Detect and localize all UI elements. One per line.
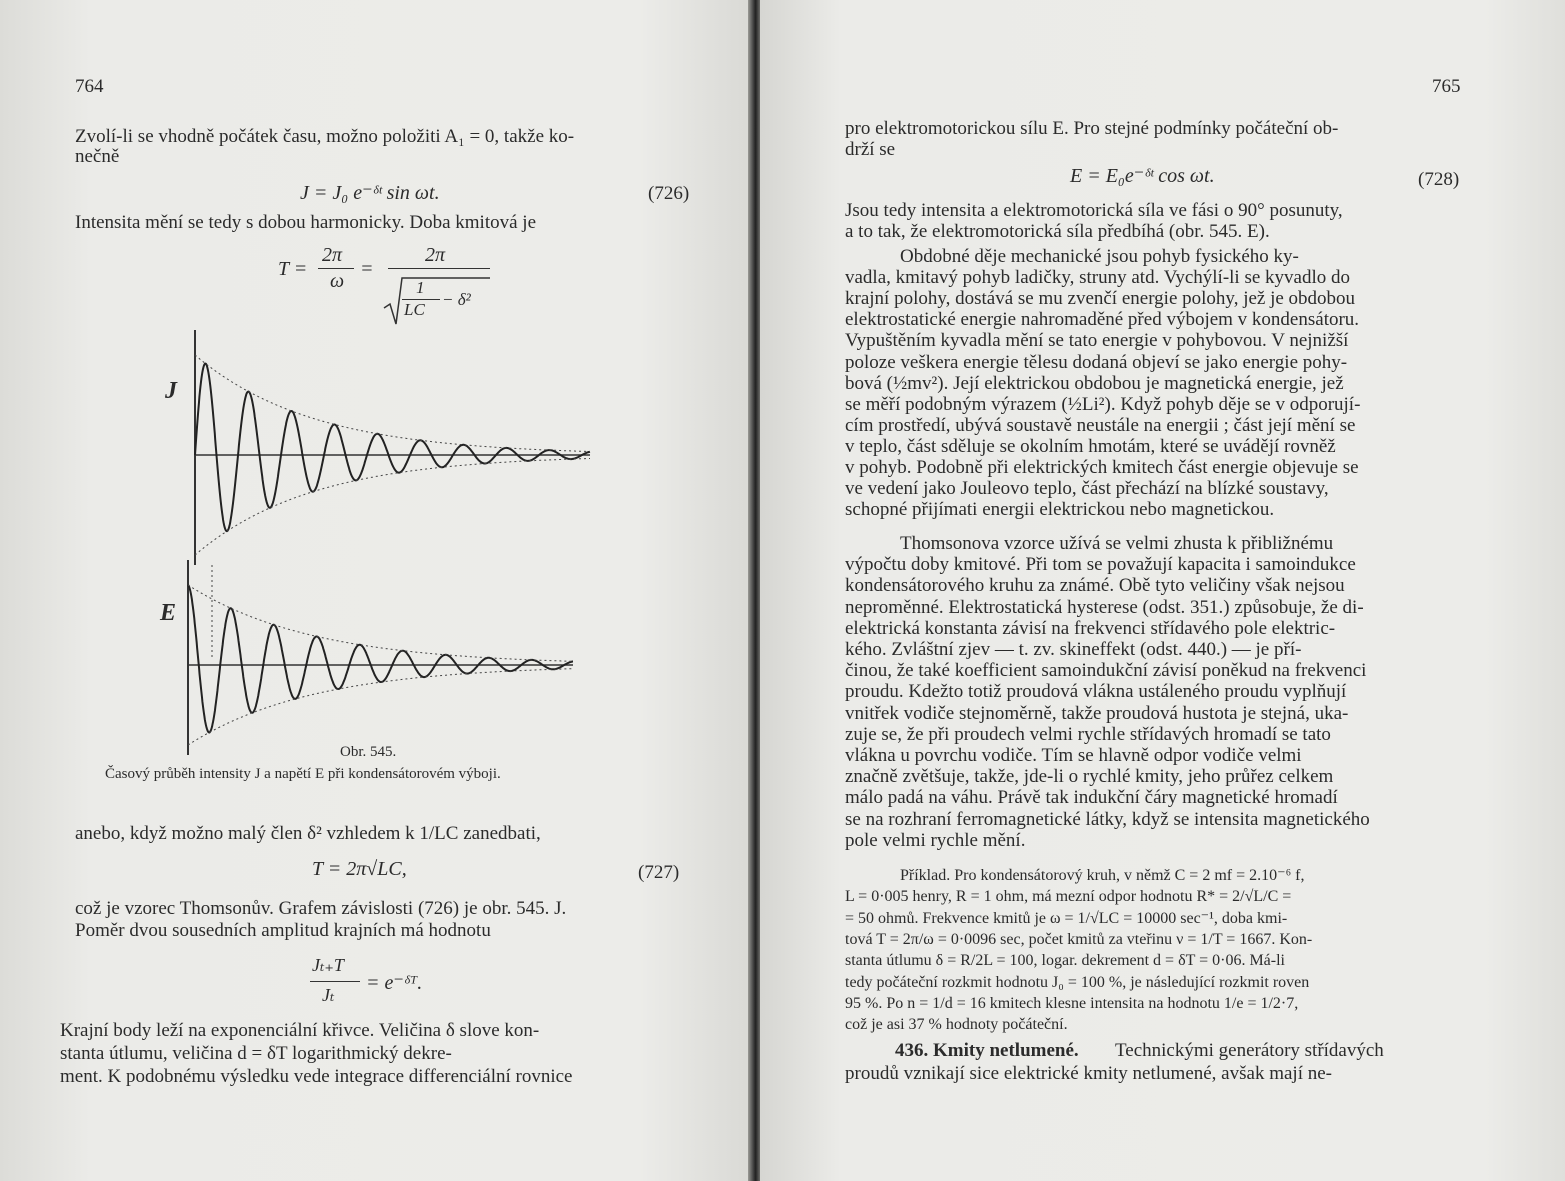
text-line: schopné přijímati energii elektrickou nebo magnetickou. (845, 499, 1275, 521)
fraction-numerator: 2π (425, 244, 446, 266)
fraction-numerator: 2π (322, 244, 343, 266)
text-line: se měří podobným výrazem (½Li²). Když pohyb děje se v odporují- (845, 393, 1361, 415)
text-line: Technickými generátory střídavých (1115, 1040, 1384, 1061)
text-line: Poměr dvou sousedních amplitud krajních má hodnotu (75, 920, 491, 941)
text-line: se na rozhraní ferromagnetické látky, když se intensita magnetického (845, 808, 1370, 830)
text-line: značně zvětšuje, takže, jde-li o rychlé kmity, jeho průřez celkem (845, 766, 1334, 788)
label-J: J (165, 378, 177, 404)
text-line: vlákna u povrchu vodiče. Tím se hlavně odpor vodiče velmi (845, 745, 1302, 766)
fraction-bar (318, 268, 354, 269)
text-line: což je vzorec Thomsonův. Grafem závislosti (726) je obr. 545. J. (75, 898, 567, 919)
text-line: stanta útlumu, veličina d = δT logarithmický dekre- (60, 1043, 452, 1064)
text-line: vnitřek vodiče stejnoměrně, takže proudová hustota je stejná, uka- (845, 702, 1349, 724)
text-line: elektrická konstanta závisí na frekvenci střídavého pole elektric- (845, 617, 1336, 639)
text-line: Vypuštěním kyvadla mění se tato energie v pohybovou. V nejnižší (845, 330, 1349, 352)
text-line: ve vedení jako Jouleovo teplo, část přechází na blízké soustavy, (845, 478, 1329, 500)
text-line: výpočtu doby kmitové. Při tom se považují kapacita i samoindukce (845, 554, 1356, 576)
text-line: v pohyb. Podobně při elektrických kmitech část energie objevuje se (845, 457, 1359, 478)
section-heading: 436. Kmity netlumené. (895, 1040, 1079, 1061)
sqrt-denominator: LC (404, 300, 425, 319)
text-line: bová (½mv²). Její elektrickou obdobou je magnetická energie, jež (845, 372, 1344, 394)
equation-728: E = E₀e⁻ᵟᵗ cos ωt. (1070, 165, 1215, 187)
text-line: proudu. Kdežto totiž proudová vlákna ustáleného proudu vyplňují (845, 681, 1347, 703)
current-lower-envelope (195, 459, 590, 556)
label-E: E (160, 600, 177, 626)
text-line: stanta útlumu δ = R/2L = 100, logar. dekrement d = δT = 0·06. Má-li (845, 952, 1285, 970)
text-line: Zvolí-li se vhodně počátek času, možno položiti A₁ = 0, takže ko- (75, 126, 575, 147)
ratio-denominator: Jₜ (322, 985, 335, 1005)
text-line: krajní polohy, dostává se mu zvenčí energie polohy, jež je obdobou (845, 288, 1356, 310)
figure-number: Obr. 545. (340, 744, 397, 760)
text-line: kého. Zvláštní zjev — t. zv. skineffekt (odst. 440.) — je pří- (845, 639, 1302, 660)
equals-sign: = (360, 258, 374, 280)
current-oscillation-curve (195, 364, 590, 531)
plot-voltage-E (188, 560, 573, 755)
text-line: což je asi 37 % hodnoty počáteční. (845, 1016, 1068, 1034)
text-line: pole velmi rychle mění. (845, 829, 1026, 851)
text-line: neproměnné. Elektrostatická hysterese (odst. 351.) způsobuje, že di- (845, 596, 1364, 618)
text-line: elektrostatické energie nahromaděné před výbojem v kondensátoru. (845, 309, 1360, 331)
figure-caption: Časový průběh intensity J a napětí E při kondensátorovém výboji. (105, 766, 501, 782)
sqrt-delta: − δ² (442, 290, 471, 309)
equation-number-726: (726) (648, 183, 690, 204)
equation-726: J = J₀ e⁻ᵟᵗ sin ωt. (300, 182, 440, 204)
text-line: tedy počáteční rozkmit hodnotu J₀ = 100 %, je následující rozkmit roven (845, 973, 1310, 991)
text-line: Obdobné děje mechanické jsou pohyb fysického ky- (900, 246, 1299, 267)
equation-number-728: (728) (1418, 169, 1460, 190)
plot-current-J (195, 330, 590, 565)
text-line: anebo, když možno malý člen δ² vzhledem k 1/LC zanedbati, (75, 823, 541, 844)
right-page (760, 0, 1565, 1181)
voltage-lower-envelope (188, 669, 573, 745)
equation-727: T = 2π√LC, (312, 858, 407, 880)
equation-number-727: (727) (638, 862, 680, 883)
text-line: drží se (845, 139, 896, 160)
current-upper-envelope (195, 355, 590, 452)
text-line: L = 0·005 henry, R = 1 ohm, má mezní odpor hodnotu R* = 2/√L/C = (845, 888, 1292, 906)
text-line: Příklad. Pro kondensátorový kruh, v němž C = 2 mf = 2.10⁻⁶ f, (900, 867, 1305, 884)
ratio-numerator: Jₜ₊T (312, 955, 344, 975)
text-line: Jsou tedy intensita a elektromotorická síla ve fási o 90° posunuty, (845, 200, 1343, 221)
text-line: 95 %. Po n = 1/d = 16 kmitech klesne intensita na hodnotu 1/e = 1/2·7, (845, 994, 1299, 1012)
text-line: poloze veškera energie tělesu dodaná objeví se jako energie pohy- (845, 351, 1348, 373)
sqrt-sign (382, 274, 492, 326)
text-line: vadla, kmitavý pohyb ladičky, struny atd. Vychýlí-li se kyvadlo do (845, 267, 1351, 289)
page-number-left: 764 (75, 76, 104, 97)
left-page (0, 0, 752, 1181)
figure-545 (150, 320, 620, 760)
text-line: tová T = 2π/ω = 0·0096 sec, počet kmitů za vteřinu ν = 1/T = 1667. Kon- (845, 930, 1313, 948)
text-line: Intensita mění se tedy s dobou harmonicky. Doba kmitová je (75, 212, 537, 233)
text-line: málo padá na váhu. Právě tak indukční čáry magnetické hromadí (845, 787, 1338, 809)
text-line: = 50 ohmů. Frekvence kmitů je ω = 1/√LC = 10000 sec⁻¹, doba kmi- (845, 909, 1288, 927)
page-number-right: 765 (1432, 76, 1461, 97)
text-line: a to tak, že elektromotorická síla předbíhá (obr. 545. E). (845, 221, 1270, 242)
fraction-bar (310, 981, 360, 982)
sqrt-numerator: 1 (416, 278, 425, 297)
text-line: nečně (75, 146, 120, 167)
fraction-bar (388, 268, 490, 269)
text-line: ment. K podobnému výsledku vede integrace differenciální rovnice (60, 1066, 573, 1087)
text-line: proudů vznikají sice elektrické kmity netlumené, avšak mají ne- (845, 1063, 1332, 1084)
text-line: činou, že také koefficient samoindukční závisí poněkud na frekvenci (845, 660, 1367, 682)
ratio-rhs: = e⁻ᵟᵀ. (366, 972, 423, 994)
text-line: Thomsonova vzorce užívá se velmi zhusta k přibližnému (900, 533, 1334, 554)
text-line: pro elektromotorickou sílu E. Pro stejné podmínky počáteční ob- (845, 118, 1339, 139)
text-line: Krajní body leží na exponenciální křivce. Veličina δ slove kon- (60, 1020, 540, 1041)
text-line: kondensátorového kruhu za známé. Obě tyto veličiny však nejsou (845, 575, 1345, 597)
voltage-upper-envelope (188, 585, 573, 661)
text-line: v teplo, část sděluje se okolním hmotám, které se uvádějí rovněž (845, 435, 1336, 457)
formula-lhs: T = (278, 258, 308, 280)
text-line: zuje se, že při proudech velmi rychle střídavých hromadí se tato (845, 723, 1331, 745)
fraction-denominator: ω (330, 270, 345, 292)
text-line: cím prostředí, ubývá soustavě neustále na energii ; část její mění se (845, 414, 1356, 436)
